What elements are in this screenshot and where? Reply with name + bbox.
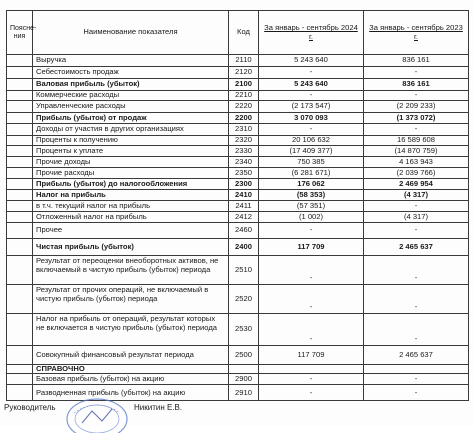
row-code: 2340 xyxy=(229,157,259,168)
row-code: 2220 xyxy=(229,101,259,113)
row-value-previous: - xyxy=(364,201,469,212)
row-code: 2460 xyxy=(229,223,259,239)
row-code: 2350 xyxy=(229,168,259,179)
row-code: 2520 xyxy=(229,285,259,314)
row-code: 2410 xyxy=(229,190,259,201)
table-row xyxy=(7,179,469,190)
row-value-current: - xyxy=(259,223,364,239)
row-value-previous: (2 039 766) xyxy=(364,168,469,179)
table-row xyxy=(7,374,469,385)
row-note-cell xyxy=(7,190,33,201)
row-code: 2400 xyxy=(229,239,259,256)
row-code xyxy=(229,365,259,374)
row-value-current: 3 070 093 xyxy=(259,113,364,124)
row-code: 2100 xyxy=(229,79,259,91)
row-value-current: 5 243 640 xyxy=(259,79,364,91)
row-value-previous: 16 589 608 xyxy=(364,136,469,146)
row-value-current: - xyxy=(259,314,364,346)
row-note-cell xyxy=(7,67,33,79)
row-code: 2300 xyxy=(229,179,259,190)
row-indicator-name: Прочие расходы xyxy=(33,168,229,179)
row-note-cell xyxy=(7,374,33,385)
row-indicator-name: Прочее xyxy=(33,223,229,239)
row-code: 2900 xyxy=(229,374,259,385)
row-value-current: - xyxy=(259,285,364,314)
table-row xyxy=(7,168,469,179)
table-row xyxy=(7,91,469,101)
table-row xyxy=(7,285,469,314)
row-value-previous: - xyxy=(364,223,469,239)
row-value-previous: (14 870 759) xyxy=(364,146,469,157)
row-value-current: 176 062 xyxy=(259,179,364,190)
row-indicator-name: Выручка xyxy=(33,55,229,67)
row-indicator-name: Прочие доходы xyxy=(33,157,229,168)
row-value-previous: - xyxy=(364,91,469,101)
row-value-previous: 2 465 637 xyxy=(364,346,469,365)
row-indicator-name: Совокупный финансовый результат периода xyxy=(33,346,229,365)
row-indicator-name: Базовая прибыль (убыток) на акцию xyxy=(33,374,229,385)
row-note-cell xyxy=(7,223,33,239)
row-indicator-name: Прибыль (убыток) от продаж xyxy=(33,113,229,124)
table-row xyxy=(7,124,469,136)
row-value-previous: - xyxy=(364,124,469,136)
row-indicator-name: Результат от переоценки внеоборотных активов, не включаемый в чистую прибыль (убыток) периода xyxy=(33,256,229,285)
row-indicator-name: Управленческие расходы xyxy=(33,101,229,113)
table-row xyxy=(7,314,469,346)
row-note-cell xyxy=(7,365,33,374)
table-row xyxy=(7,157,469,168)
row-value-previous: 836 161 xyxy=(364,55,469,67)
row-code: 2411 xyxy=(229,201,259,212)
row-indicator-name: Чистая прибыль (убыток) xyxy=(33,239,229,256)
row-value-current: - xyxy=(259,91,364,101)
row-indicator-name: Проценты к получению xyxy=(33,136,229,146)
row-note-cell xyxy=(7,101,33,113)
table-row xyxy=(7,212,469,223)
row-code: 2530 xyxy=(229,314,259,346)
row-value-previous: 2 469 954 xyxy=(364,179,469,190)
row-note-cell xyxy=(7,314,33,346)
row-indicator-name: Результат от прочих операций, не включаемый в чистую прибыль (убыток) периода xyxy=(33,285,229,314)
row-indicator-name: Валовая прибыль (убыток) xyxy=(33,79,229,91)
row-note-cell xyxy=(7,385,33,401)
header-code: Код xyxy=(229,11,259,55)
row-note-cell xyxy=(7,179,33,190)
row-indicator-name: СПРАВОЧНО xyxy=(33,365,229,374)
table-header-row xyxy=(7,11,469,55)
table-row xyxy=(7,79,469,91)
row-value-current: 750 385 xyxy=(259,157,364,168)
row-value-current: - xyxy=(259,385,364,401)
table-row xyxy=(7,136,469,146)
row-code: 2200 xyxy=(229,113,259,124)
row-value-current: - xyxy=(259,256,364,285)
row-note-cell xyxy=(7,113,33,124)
row-code: 2310 xyxy=(229,124,259,136)
row-indicator-name: Коммерческие расходы xyxy=(33,91,229,101)
row-value-current: (6 281 671) xyxy=(259,168,364,179)
row-indicator-name: Доходы от участия в других организациях xyxy=(33,124,229,136)
row-code: 2330 xyxy=(229,146,259,157)
row-value-current: - xyxy=(259,124,364,136)
row-value-previous: 2 465 637 xyxy=(364,239,469,256)
row-note-cell xyxy=(7,239,33,256)
row-value-previous: - xyxy=(364,374,469,385)
row-code: 2120 xyxy=(229,67,259,79)
row-indicator-name: Налог на прибыль от операций, результат которых не включается в чистую прибыль (убыток) периода xyxy=(33,314,229,346)
table-row xyxy=(7,201,469,212)
row-note-cell xyxy=(7,168,33,179)
row-value-previous: 836 161 xyxy=(364,79,469,91)
row-value-current: 5 243 640 xyxy=(259,55,364,67)
table-row xyxy=(7,146,469,157)
row-note-cell xyxy=(7,55,33,67)
row-value-previous: - xyxy=(364,285,469,314)
row-code: 2500 xyxy=(229,346,259,365)
row-note-cell xyxy=(7,285,33,314)
table-row xyxy=(7,365,469,374)
row-note-cell xyxy=(7,157,33,168)
row-indicator-name: в т.ч. текущий налог на прибыль xyxy=(33,201,229,212)
row-value-current: (17 409 377) xyxy=(259,146,364,157)
row-value-previous: 4 163 943 xyxy=(364,157,469,168)
row-value-current: (1 002) xyxy=(259,212,364,223)
row-value-previous: (1 373 072) xyxy=(364,113,469,124)
row-value-current xyxy=(259,365,364,374)
financial-results-table xyxy=(6,10,469,401)
row-indicator-name: Проценты к уплате xyxy=(33,146,229,157)
row-value-current: 117 709 xyxy=(259,239,364,256)
header-period-current: За январь - сентябрь 2024 г. xyxy=(259,11,364,55)
row-value-current: (2 173 547) xyxy=(259,101,364,113)
row-note-cell xyxy=(7,79,33,91)
row-note-cell xyxy=(7,256,33,285)
table-row xyxy=(7,223,469,239)
row-note-cell xyxy=(7,146,33,157)
row-code: 2510 xyxy=(229,256,259,285)
row-code: 2110 xyxy=(229,55,259,67)
row-value-current: (57 351) xyxy=(259,201,364,212)
row-indicator-name: Разводненная прибыль (убыток) на акцию xyxy=(33,385,229,401)
row-value-current: - xyxy=(259,374,364,385)
row-value-previous: - xyxy=(364,256,469,285)
row-note-cell xyxy=(7,346,33,365)
table-row xyxy=(7,67,469,79)
row-value-previous xyxy=(364,365,469,374)
signer-label: Руководитель xyxy=(4,403,56,412)
row-value-previous: (2 209 233) xyxy=(364,101,469,113)
row-code: 2210 xyxy=(229,91,259,101)
row-note-cell xyxy=(7,201,33,212)
row-value-previous: (4 317) xyxy=(364,190,469,201)
row-value-current: 117 709 xyxy=(259,346,364,365)
row-note-cell xyxy=(7,136,33,146)
row-indicator-name: Себестоимость продаж xyxy=(33,67,229,79)
row-value-previous: (4 317) xyxy=(364,212,469,223)
row-value-previous: - xyxy=(364,67,469,79)
row-value-current: (58 353) xyxy=(259,190,364,201)
table-row xyxy=(7,256,469,285)
row-value-previous: - xyxy=(364,385,469,401)
row-indicator-name: Отложенный налог на прибыль xyxy=(33,212,229,223)
row-code: 2320 xyxy=(229,136,259,146)
table-row xyxy=(7,239,469,256)
signer-name: Никитин Е.В. xyxy=(134,403,183,412)
table-row xyxy=(7,113,469,124)
row-value-current: - xyxy=(259,67,364,79)
row-code: 2412 xyxy=(229,212,259,223)
row-note-cell xyxy=(7,91,33,101)
row-code: 2910 xyxy=(229,385,259,401)
header-indicator-name: Наименование показателя xyxy=(33,11,229,55)
row-indicator-name: Налог на прибыль xyxy=(33,190,229,201)
stamp-seal-icon xyxy=(62,393,132,433)
row-indicator-name: Прибыль (убыток) до налогообложения xyxy=(33,179,229,190)
table-row xyxy=(7,55,469,67)
table-row xyxy=(7,190,469,201)
header-note: Поясне- ния xyxy=(7,11,33,55)
table-row xyxy=(7,346,469,365)
row-value-previous: - xyxy=(364,314,469,346)
row-note-cell xyxy=(7,124,33,136)
row-note-cell xyxy=(7,212,33,223)
table-body xyxy=(7,55,469,401)
row-value-current: 20 106 632 xyxy=(259,136,364,146)
header-period-previous: За январь - сентябрь 2023 г. xyxy=(364,11,469,55)
table-row xyxy=(7,101,469,113)
